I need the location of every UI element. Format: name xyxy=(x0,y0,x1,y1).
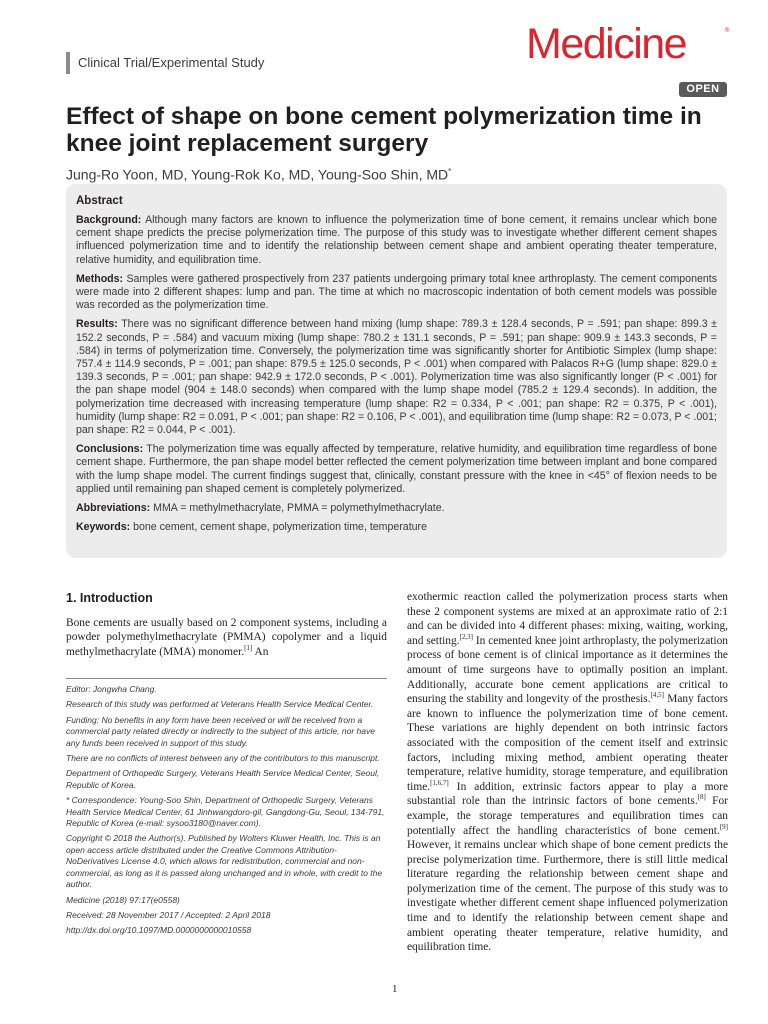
footnote-affiliation: Department of Orthopedic Surgery, Veterans Health Service Medical Center, Seoul, Republic of Korea. xyxy=(66,768,380,790)
right-column xyxy=(407,590,728,955)
abstract-label: Conclusions: xyxy=(76,443,144,456)
citation: [1,6,7] xyxy=(430,778,449,787)
footnote-correspondence: * Correspondence: Young-Soo Shin, Department of Orthopedic Surgery, Veterans Health Service Medical Center, 61 Jinhwangdoro-gil, Gangdong-Gu, Seoul, 134-791, Republic of Korea (e-mail: sysoo3180@naver.com). xyxy=(66,795,385,829)
intro-text: Bone cements are usually based on 2 component systems, including a powder polymethylmethacrylate (PMMA) copolymer and a liquid methylmethacrylate (MMA) monomer. xyxy=(66,616,387,658)
abstract-label: Results: xyxy=(76,318,118,331)
footnotes xyxy=(66,684,387,941)
abstract-background xyxy=(76,214,717,267)
corresponding-author-mark: * xyxy=(448,167,452,176)
abstract-text: MMA = methylmethacrylate, PMMA = polymethylmethacrylate. xyxy=(153,502,445,515)
author-names: Jung-Ro Yoon, MD, Young-Rok Ko, MD, Young-Soo Shin, MD xyxy=(66,166,449,183)
abstract-text: Samples were gathered prospectively from 237 patients undergoing primary total knee arthroplasty. The cement components were made into 2 different shapes: lump and pan. The time at which no macroscopic indentation of both cement models was possible was recorded as the polymerization time. xyxy=(76,272,717,312)
left-column xyxy=(66,591,387,659)
journal-logo xyxy=(526,20,731,68)
journal-logo-text: Medicine xyxy=(526,20,687,68)
registered-mark: ® xyxy=(724,28,729,34)
body-text: However, it remains unclear which shape of bone cement predicts the precise polymerization time. Furthermore, there is still little medical literature regarding the relationship between cement shape and polymerization time of the cement. The purpose of this study was to investigate whether different cement shape influenced polymerization time and to identify the relationship between cement shape and ambient operating theater temperature, relative humidity, and equilibration time. xyxy=(407,839,728,954)
abstract-label: Background: xyxy=(76,214,142,226)
abstract-text: The polymerization time was equally affected by temperature, relative humidity, and equilibration time regardless of bone cement shape. Furthermore, the pan shape model better reflected the cement polymerization time between implant and bone compared with the lump shape model. The current findings suggest that, clinically, constant pressure with the knee in <45° of flexion needs to be applied until remaining pan shaped cement is completely polymerized. xyxy=(76,443,717,495)
abstract-label: Methods: xyxy=(76,272,124,285)
intro-paragraph-continued xyxy=(407,590,728,955)
footnote-funding: Funding: No benefits in any form have been received or will be received from a commercial party related directly or indirectly to the subject of this article, nor have any funds been received in support of this study. xyxy=(66,714,375,748)
citation: [4,5] xyxy=(650,691,665,700)
abstract-abbreviations xyxy=(76,502,717,515)
abstract-conclusions xyxy=(76,443,717,496)
footnote-copyright: Copyright © 2018 the Author(s). Published by Wolters Kluwer Health, Inc. This is an open access article distributed under the Creative Commons Attribution-NoDerivatives License 4.0, which allows for redistribution, commercial and non-commercial, as long as it is passed along unchanged and in whole, with credit to the author. xyxy=(66,833,383,890)
page-number: 1 xyxy=(392,983,398,995)
section-label: Clinical Trial/Experimental Study xyxy=(66,52,264,74)
citation: [9] xyxy=(719,822,728,831)
footnote-divider xyxy=(66,678,387,679)
section-heading: 1. Introduction xyxy=(66,591,153,605)
abstract-methods xyxy=(76,273,717,313)
footnote-citation: Medicine (2018) 97:17(e0558) xyxy=(66,894,180,905)
abstract-heading: Abstract xyxy=(76,195,123,207)
footnote-site: Research of this study was performed at Veterans Health Service Medical Center. xyxy=(66,699,374,710)
author-list xyxy=(66,163,716,184)
intro-text: An xyxy=(252,645,269,658)
abstract-keywords xyxy=(76,521,717,534)
open-access-badge: OPEN xyxy=(679,82,727,97)
abstract-text: There was no significant difference between hand mixing (lump shape: 789.3 ± 128.4 seconds, P = .591; pan shape: 899.3 ± 152.2 seconds, P = .584) and vacuum mixing (lump shape: 780.2 ± 131.1 seconds, P = .591; pan shape: 909.9 ± 143.3 seconds, P = .584) in terms of polymerization time. Conversely, the polymerization time was significantly shorter for Antibiotic Simplex (lump shape: 757.4 ± 114.9 seconds, P = .001; pan shape: 879.5 ± 125.0 seconds, P < .001) when compared with Palacos R+G (lump shape: 829.0 ± 139.3 seconds, P = .001; pan shape: 942.9 ± 172.0 seconds, P < .001). Polymerization time was also significantly longer (P < .001) for the pan shape model (904 ± 148.0 seconds) when compared with the lump shape model (785.2 ± 129.4 seconds). In addition, the polymerization time decreased with increasing temperature (lump shape: R2 = 0.334, P < .001; pan shape: R2 = 0.375, P < .001), humidity (lump shape: R2 = 0.091, P < .001; pan shape: R2 = 0.106, P < .001), and equilibration time (lump shape: R2 = 0.073, P < .001; pan shape: R2 = 0.044, P < .001). xyxy=(76,318,717,437)
body-text: In addition, extrinsic factors appear to play a more substantial role than the intrinsic factors of bone cements. xyxy=(407,780,728,808)
body-text: For example, the storage temperatures and equilibration times can potentially affect the handling characteristics of bone cement. xyxy=(407,795,729,837)
abstract-results xyxy=(76,318,717,437)
intro-paragraph-start xyxy=(66,616,387,660)
footnote-dates: Received: 28 November 2017 / Accepted: 2 April 2018 xyxy=(66,909,271,920)
citation: [2,3] xyxy=(459,632,473,641)
body-text: Many factors are known to influence the polymerization time of bone cement. These variations are highly dependent on both intrinsic factors associated with the composition of the cement itself and extrinsic factors, including mixing method, ambient operating theater temperature, relative humidity, storage temperature, and equilibration time. xyxy=(407,693,728,793)
footnote-editor: Editor: Jongwha Chang. xyxy=(66,684,157,694)
body-text: In cemented knee joint arthroplasty, the polymerization process of bone cement is of clinical importance as it determines the amount of time surgeons have to optimally position an implant. Additionally, accurate bone cement applications are critical to ensuring the stability and longevity of the prosthesis. xyxy=(407,634,728,706)
abstract-text: Although many factors are known to influence the polymerization time of bone cement, it remains unclear which bone cement shape predicts the precise polymerization time. The purpose of this study was to investigate whether different cement shapes influenced polymerization time and to identify the relationship between cement shape and ambient operating theater temperature, relative humidity, and equilibration time. xyxy=(76,214,718,266)
footnote-conflicts: There are no conflicts of interest between any of the contributors to this manuscript. xyxy=(66,753,380,764)
abstract-label: Abbreviations: xyxy=(76,502,151,515)
citation: [1] xyxy=(244,643,253,652)
abstract-label: Keywords: xyxy=(76,521,131,534)
body-text: exothermic reaction called the polymerization process starts when these 2 component systems are mixed at an approximate ratio of 2:1 and can be divided into 4 different phases: mixing, waiting, working, and setting. xyxy=(407,591,728,647)
abstract-box xyxy=(66,184,727,558)
abstract-text: bone cement, cement shape, polymerization time, temperature xyxy=(133,521,427,534)
citation: [8] xyxy=(697,793,706,802)
footnote-doi: http://dx.doi.org/10.1097/MD.0000000000010558 xyxy=(66,925,252,936)
article-title: Effect of shape on bone cement polymerization time in knee joint replacement surgery xyxy=(66,103,702,157)
